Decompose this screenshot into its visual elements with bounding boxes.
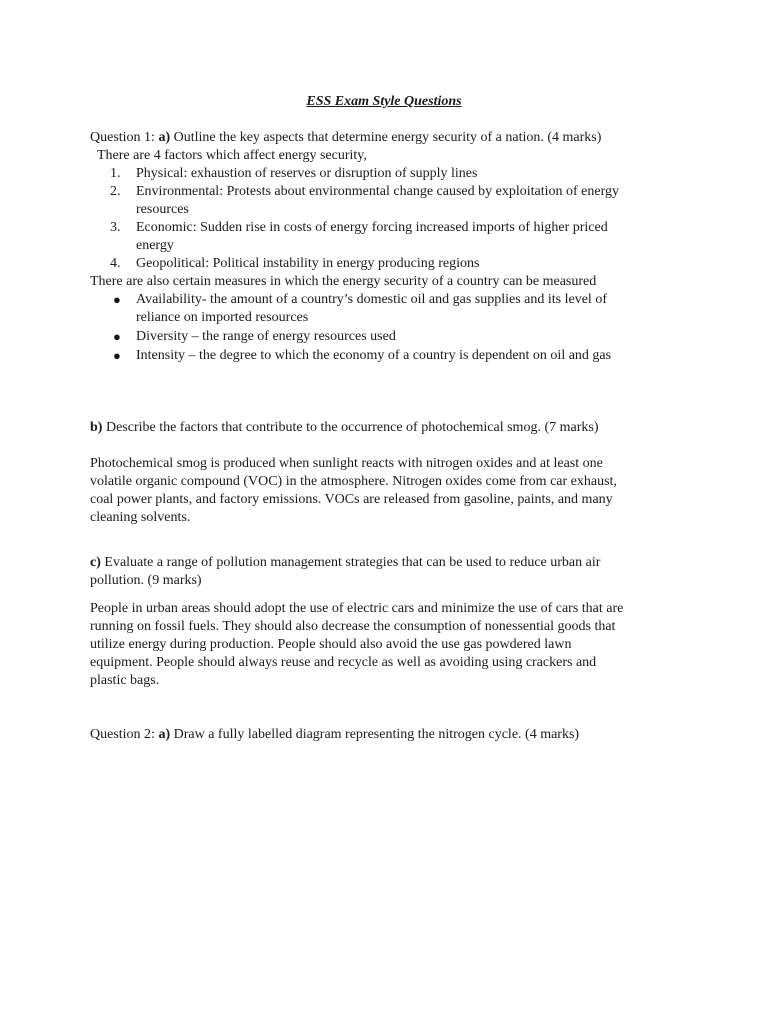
list-item-text: Availability- the amount of a country’s domestic oil and gas supplies and its level of <box>136 292 607 307</box>
question-1-b-text: Describe the factors that contribute to the occurrence of photochemical smog. (7 marks) <box>102 420 599 435</box>
answer-line: cleaning solvents. <box>90 510 191 525</box>
bullet-icon: ● <box>113 348 121 363</box>
page-title: ESS Exam Style Questions <box>306 94 462 109</box>
answer-c <box>90 600 670 690</box>
list-item-text: Economic: Sudden rise in costs of energy forcing increased imports of higher priced <box>136 220 608 235</box>
question-part-label: a) <box>158 727 171 742</box>
question-part-label: b) <box>90 420 103 435</box>
list-item-text: resources <box>136 202 189 217</box>
question-part-label: a) <box>158 130 171 145</box>
list-item-text: energy <box>136 238 174 253</box>
list-item-text: Physical: exhaustion of reserves or disruption of supply lines <box>136 166 478 181</box>
answer-b <box>90 455 670 527</box>
list-item-text: reliance on imported resources <box>136 310 309 325</box>
energy-security-measures-list <box>112 291 680 366</box>
question-1-a-text: Outline the key aspects that determine energy security of a nation. (4 marks) <box>170 130 602 145</box>
list-number: 1. <box>110 166 121 181</box>
question-2-a <box>90 726 670 744</box>
list-item <box>112 328 680 346</box>
list-item <box>112 347 680 365</box>
list-item <box>112 291 680 327</box>
answer-line: running on fossil fuels. They should also decrease the consumption of nonessential goods that <box>90 619 616 634</box>
question-1-prefix: Question 1: <box>90 130 159 145</box>
list-item-text: Intensity – the degree to which the economy of a country is dependent on oil and gas <box>136 348 612 363</box>
answer-line: utilize energy during production. People should also avoid the use gas powdered lawn <box>90 637 572 652</box>
list-item-text: Geopolitical: Political instability in energy producing regions <box>136 256 480 271</box>
list-item-text: Diversity – the range of energy resources used <box>136 329 396 344</box>
answer-line: People in urban areas should adopt the use of electric cars and minimize the use of cars that are <box>90 601 624 616</box>
answer-line: volatile organic compound (VOC) in the atmosphere. Nitrogen oxides come from car exhaust, <box>90 474 617 489</box>
question-2-prefix: Question 2: <box>90 727 159 742</box>
answer-line: Photochemical smog is produced when sunlight reacts with nitrogen oxides and at least one <box>90 456 603 471</box>
list-number: 3. <box>110 220 121 235</box>
answer-line: plastic bags. <box>90 673 160 688</box>
bullet-icon: ● <box>113 292 121 307</box>
list-item <box>110 219 680 255</box>
measures-intro-text: There are also certain measures in which the energy security of a country can be measured <box>90 274 597 289</box>
list-item <box>110 165 680 183</box>
list-item <box>110 183 680 219</box>
question-part-label: c) <box>90 555 101 570</box>
question-1-b <box>90 419 670 437</box>
question-1-c-text: Evaluate a range of pollution management strategies that can be used to reduce urban air <box>100 555 601 570</box>
energy-security-factors-list <box>110 165 680 273</box>
list-item-text: Environmental: Protests about environmental change caused by exploitation of energy <box>136 184 619 199</box>
question-1-c-text: pollution. (9 marks) <box>90 573 202 588</box>
question-2-a-text: Draw a fully labelled diagram representing the nitrogen cycle. (4 marks) <box>170 727 580 742</box>
measures-intro <box>90 273 670 291</box>
answer-intro: There are 4 factors which affect energy security, <box>97 148 367 163</box>
list-number: 2. <box>110 184 121 199</box>
answer-line: coal power plants, and factory emissions. VOCs are released from gasoline, paints, and many <box>90 492 613 507</box>
bullet-icon: ● <box>113 329 121 344</box>
list-number: 4. <box>110 256 121 271</box>
question-1-a <box>90 129 670 165</box>
answer-line: equipment. People should always reuse and recycle as well as avoiding using crackers and <box>90 655 597 670</box>
question-1-c <box>90 554 670 590</box>
list-item <box>110 255 680 273</box>
